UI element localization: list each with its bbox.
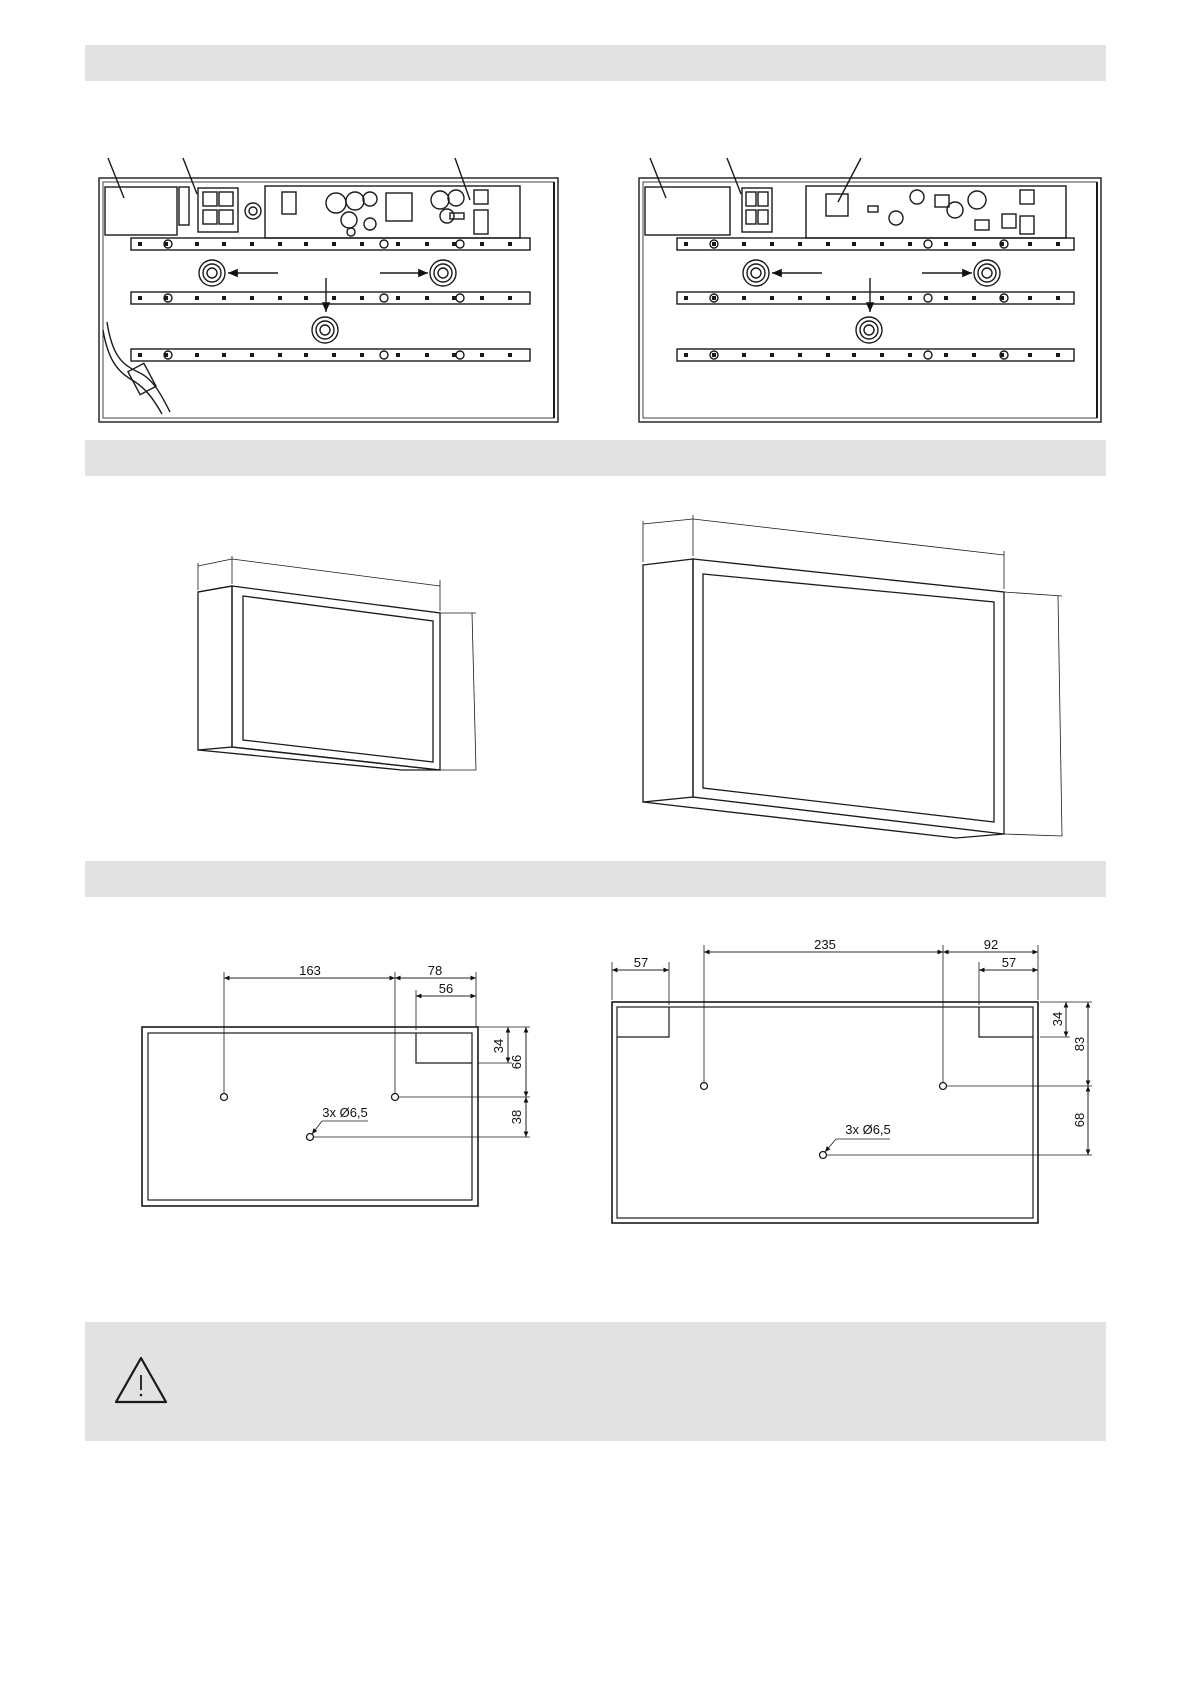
dim-right-92: 92 (983, 937, 999, 952)
mounting-hole-left-3 (312, 317, 338, 343)
led-strip-2 (131, 292, 530, 304)
led-strip-1 (131, 238, 530, 250)
led-strip-5 (677, 292, 1074, 304)
mounting-hole-right-2 (974, 260, 1000, 286)
dim-left-34: 34 (491, 1038, 506, 1054)
hole-left-3 (307, 1134, 314, 1141)
led-strip-3 (131, 349, 530, 361)
mounting-hole-left-2 (430, 260, 456, 286)
dim-right-57b: 57 (1001, 955, 1017, 970)
dim-right-235: 235 (814, 937, 836, 952)
dim-right-68: 68 (1072, 1112, 1087, 1128)
led-strip-6 (677, 349, 1074, 361)
interior-view-left (99, 158, 558, 422)
hole-left-1 (221, 1094, 228, 1101)
cable-connector (128, 363, 156, 394)
hole-left-2 (392, 1094, 399, 1101)
perspective-view-left (198, 556, 476, 770)
led-strip-4 (677, 238, 1074, 250)
holes-note-right: 3x Ø6,5 (845, 1122, 891, 1137)
mounting-hole-left-1 (199, 260, 225, 286)
perspective-view-right (643, 515, 1062, 838)
dim-right-34: 34 (1050, 1011, 1065, 1027)
dim-right-83: 83 (1072, 1036, 1087, 1052)
hole-right-2 (940, 1083, 947, 1090)
dim-left-163: 163 (299, 963, 321, 978)
dim-left-56: 56 (438, 981, 454, 996)
hole-right-1 (701, 1083, 708, 1090)
dim-right-57a: 57 (633, 955, 649, 970)
leader-line-6 (838, 158, 861, 202)
mounting-hole-right-1 (743, 260, 769, 286)
leader-line-5 (727, 158, 741, 194)
warning-triangle-icon (116, 1358, 166, 1402)
interior-view-right (639, 158, 1101, 422)
leader-line-2 (183, 158, 197, 194)
dim-left-66: 66 (509, 1054, 524, 1070)
hole-right-3 (820, 1152, 827, 1159)
dim-left-78: 78 (427, 963, 443, 978)
circuit-board (265, 186, 520, 238)
mounting-hole-right-3 (856, 317, 882, 343)
mounting-drawing-left (142, 972, 530, 1206)
battery-block-right (645, 187, 730, 235)
battery-block (105, 187, 177, 235)
holes-note-left: 3x Ø6,5 (322, 1105, 368, 1120)
dim-left-38: 38 (509, 1109, 524, 1125)
mounting-drawing-right (612, 945, 1092, 1223)
